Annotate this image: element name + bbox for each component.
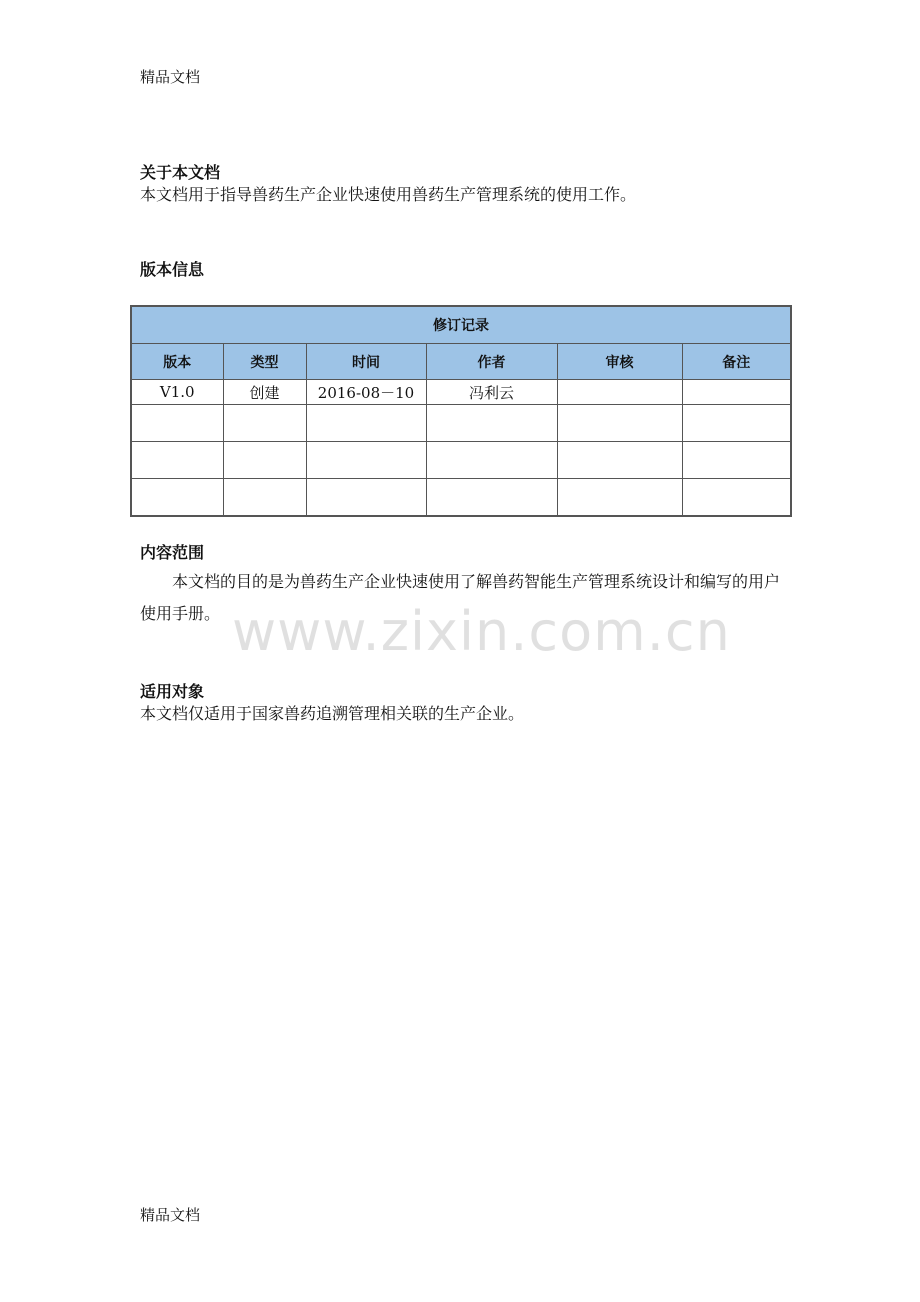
table-cell (131, 405, 223, 442)
table-cell (557, 405, 682, 442)
table-cell (131, 442, 223, 479)
column-header-review: 审核 (557, 344, 682, 380)
version-info-heading-wrap (140, 259, 790, 281)
table-cell (426, 405, 557, 442)
table-cell: 冯利云 (426, 380, 557, 405)
table-cell (426, 479, 557, 517)
scope-text: 本文档的目的是为兽药生产企业快速使用了解兽药智能生产管理系统设计和编写的用户使用手册。 (140, 572, 781, 623)
scope-heading: 内容范围 (140, 543, 205, 562)
revision-table-title: 修订记录 (131, 306, 791, 344)
table-cell (557, 479, 682, 517)
table-cell (223, 442, 306, 479)
version-info-heading: 版本信息 (140, 260, 205, 279)
about-heading: 关于本文档 (140, 163, 221, 182)
table-cell (426, 442, 557, 479)
table-cell (306, 405, 426, 442)
table-cell (682, 442, 791, 479)
table-cell (131, 479, 223, 517)
column-header-version: 版本 (131, 344, 223, 380)
audience-text: 本文档仅适用于国家兽药追溯管理相关联的生产企业。 (140, 704, 525, 723)
column-header-notes: 备注 (682, 344, 791, 380)
table-row (131, 380, 791, 405)
about-text: 本文档用于指导兽药生产企业快速使用兽药生产管理系统的使用工作。 (140, 185, 637, 204)
column-header-author: 作者 (426, 344, 557, 380)
table-row (131, 479, 791, 517)
column-header-type: 类型 (223, 344, 306, 380)
page-footer: 精品文档 (140, 1206, 201, 1224)
table-cell (557, 442, 682, 479)
audience-heading: 适用对象 (140, 682, 205, 701)
table-cell (682, 380, 791, 405)
table-cell (306, 479, 426, 517)
table-cell (557, 380, 682, 405)
audience-section (140, 681, 790, 725)
table-cell: V1.0 (131, 380, 223, 405)
revision-table (130, 305, 792, 517)
page-header: 精品文档 (140, 68, 201, 86)
table-cell (682, 405, 791, 442)
table-row (131, 442, 791, 479)
watermark: www.zixin.com.cn (232, 600, 731, 663)
column-header-time: 时间 (306, 344, 426, 380)
table-cell: 创建 (223, 380, 306, 405)
table-row (131, 405, 791, 442)
table-cell (682, 479, 791, 517)
about-section (140, 162, 790, 206)
table-cell (223, 479, 306, 517)
table-cell (223, 405, 306, 442)
table-cell (306, 442, 426, 479)
table-cell: 2016-08－10 (306, 380, 426, 405)
